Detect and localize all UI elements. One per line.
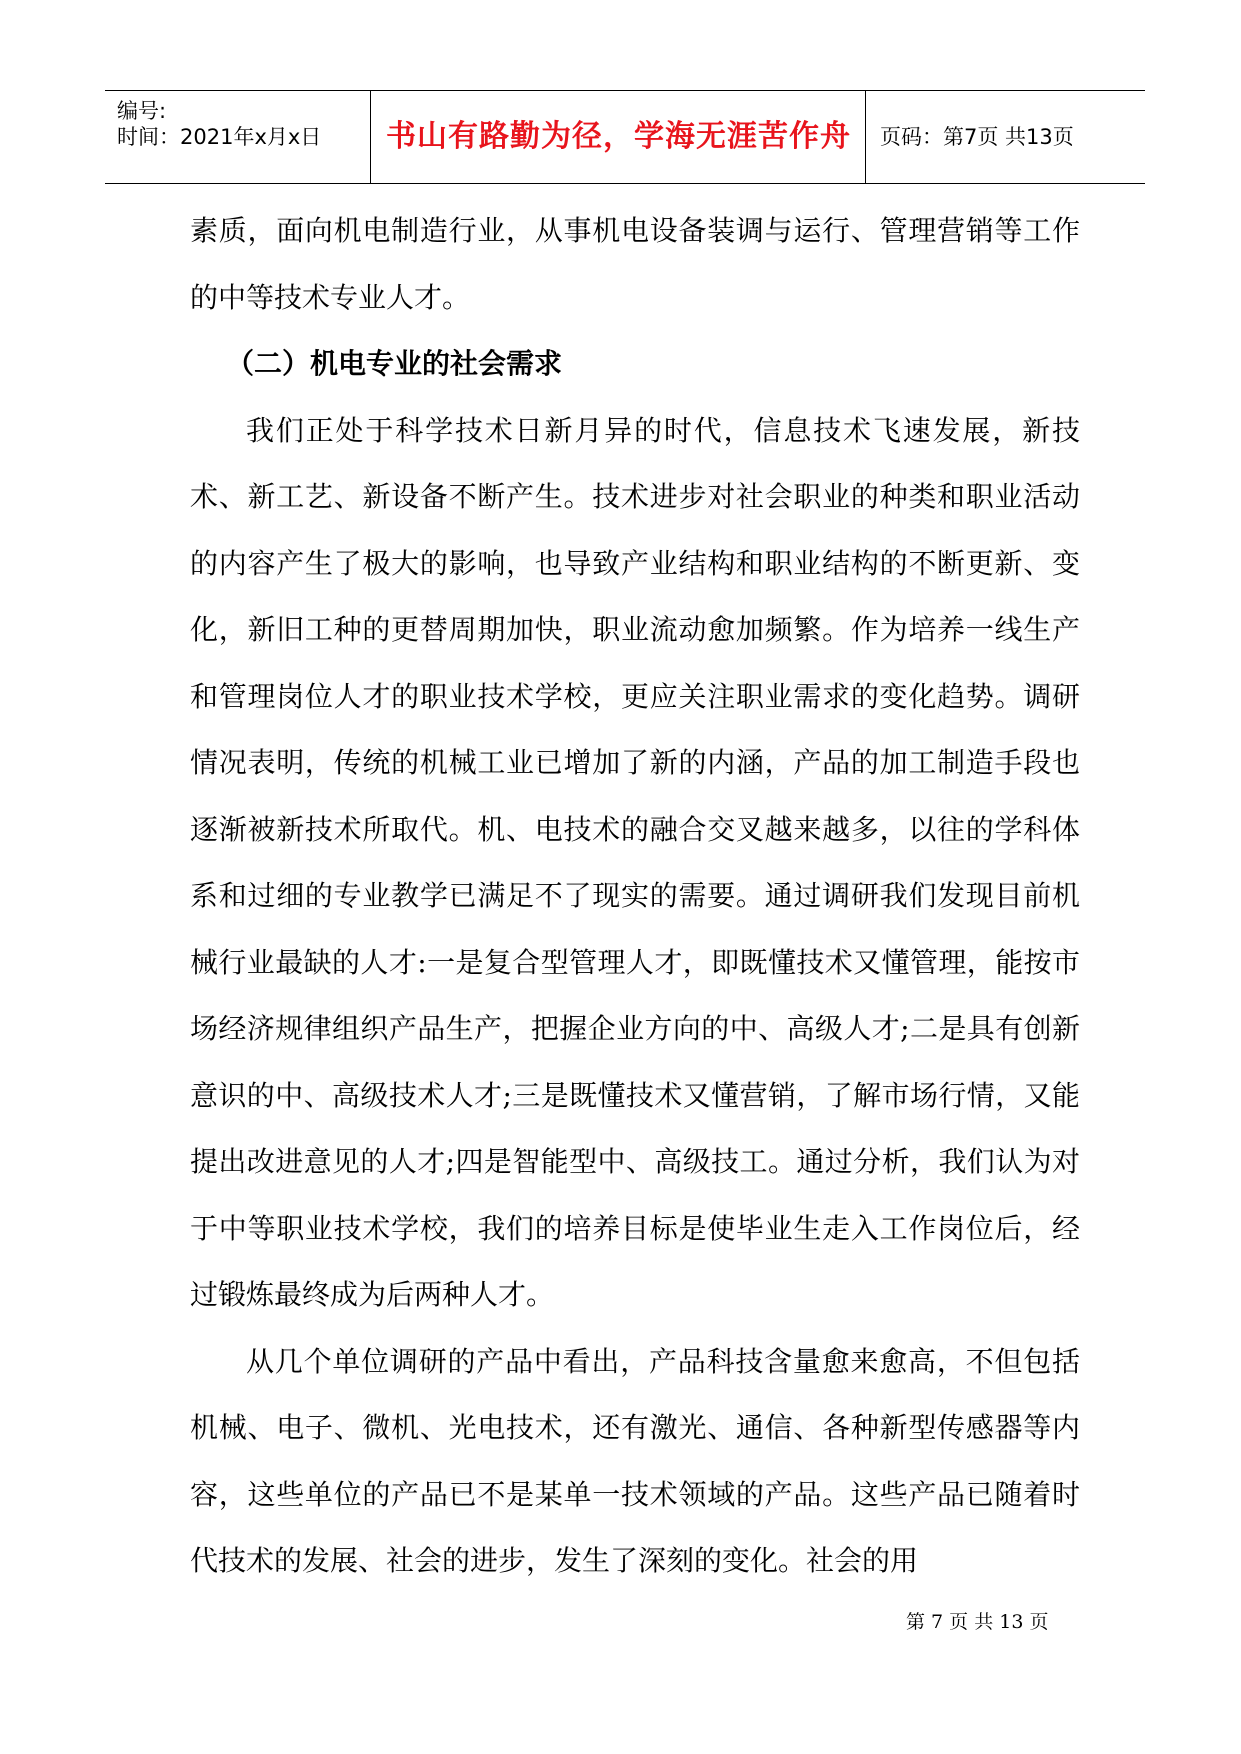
body-paragraph-2: 从几个单位调研的产品中看出，产品科技含量愈来愈高，不但包括机械、电子、微机、光电技术，还有激光、通信、各种新型传感器等内容，这些单位的产品已不是某单一技术领域的产品。这些产品已随着时代技术的发展、社会的进步，发生了深刻的变化。社会的用 [190,1344,1080,1577]
page-header [105,90,1145,184]
header-info-cell [105,91,370,183]
section-heading: （二）机电专业的社会需求 [226,347,563,380]
header-motto: 书山有路勤为径，学海无涯苦作舟 [386,119,851,154]
document-time-label: 时间：2021年x月x日 [117,125,322,149]
header-page-cell [865,91,1146,183]
body-paragraph-1: 我们正处于科学技术日新月异的时代，信息技术飞速发展，新技术、新工艺、新设备不断产生。技术进步对社会职业的种类和职业活动的内容产生了极大的影响，也导致产业结构和职业结构的不断更新、变化，新旧工种的更替周期加快，职业流动愈加频繁。作为培养一线生产和管理岗位人才的职业技术学校，更应关注职业需求的变化趋势。调研情况表明，传统的机械工业已增加了新的内涵，产品的加工制造手段也逐渐被新技术所取代。机、电技术的融合交叉越来越多，以往的学科体系和过细的专业教学已满足不了现实的需要。通过调研我们发现目前机械行业最缺的人才:一是复合型管理人才，即既懂技术又懂管理，能按市场经济规律组织产品生产，把握企业方向的中、高级人才;二是具有创新意识的中、高级技术人才;三是既懂技术又懂营销，了解市场行情，又能提出改进意见的人才;四是智能型中、高级技工。通过分析，我们认为对于中等职业技术学校，我们的培养目标是使毕业生走入工作岗位后，经过锻炼最终成为后两种人才。 [190,413,1080,1311]
header-motto-cell [370,91,866,183]
document-number-label: 编号: [117,99,167,123]
document-body [190,198,1080,1595]
header-page-code: 页码：第7页 共13页 [880,125,1074,149]
page-footer: 第 7 页 共 13 页 [906,1611,1049,1633]
continued-paragraph: 素质，面向机电制造行业，从事机电设备装调与运行、管理营销等工作的中等技术专业人才。 [190,214,1080,314]
